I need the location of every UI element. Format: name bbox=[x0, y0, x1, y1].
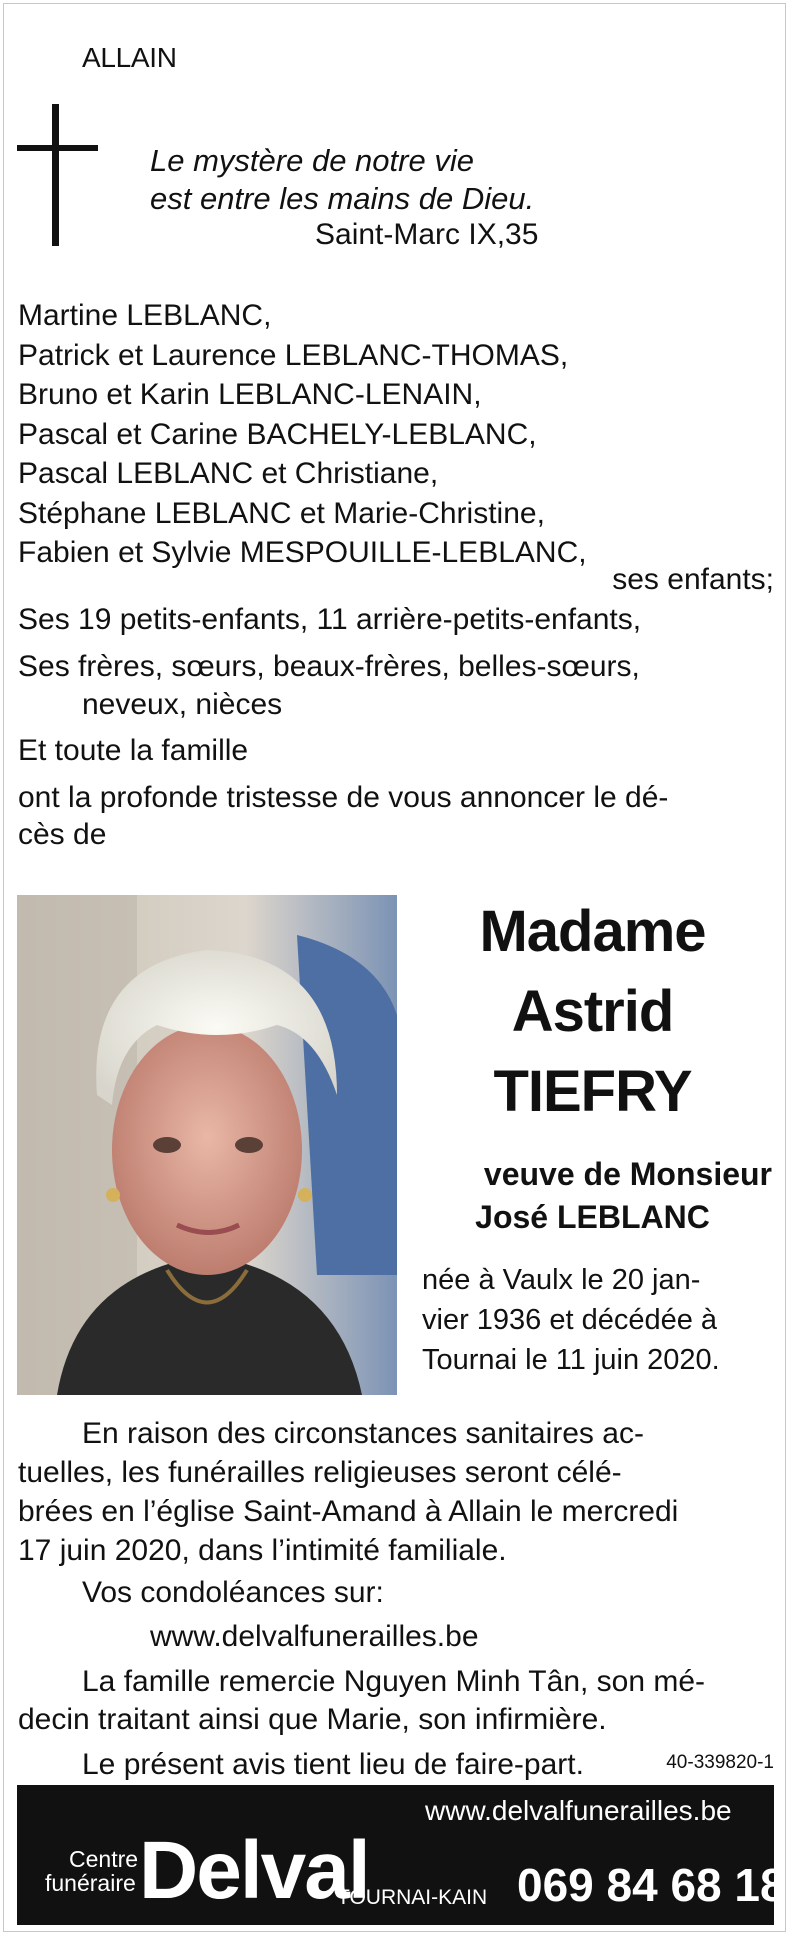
child-entry: Stéphane LEBLANC et Marie-Christine, bbox=[18, 496, 545, 530]
children-suffix: ses enfants; bbox=[612, 563, 774, 596]
child-entry: Martine LEBLANC, bbox=[18, 299, 272, 332]
born-line-3: Tournai le 11 juin 2020. bbox=[422, 1344, 720, 1376]
banner-brand: Delval bbox=[139, 1825, 369, 1916]
portrait-photo bbox=[17, 895, 397, 1395]
quote-reference: Saint-Marc IX,35 bbox=[315, 218, 539, 251]
deceased-first-name: Astrid bbox=[511, 979, 674, 1044]
condolences-link[interactable]: www.delvalfunerailles.be bbox=[150, 1620, 479, 1653]
child-entry: Bruno et Karin LEBLANC-LENAIN, bbox=[18, 378, 482, 411]
banner-funeraire: funéraire bbox=[45, 1870, 136, 1896]
funeral-home-banner bbox=[17, 1785, 786, 1925]
banner-centre: Centre bbox=[69, 1846, 139, 1872]
quote-line-1: Le mystère de notre vie bbox=[150, 143, 474, 178]
born-line-1: née à Vaulx le 20 jan- bbox=[422, 1264, 701, 1296]
widow-line-1: veuve de Monsieur bbox=[483, 1156, 772, 1192]
siblings-line-1: Ses frères, sœurs, beaux-frères, belles-sœurs, bbox=[18, 650, 640, 683]
reference-code: 40-339820-1 bbox=[666, 1752, 774, 1773]
funeral-line-2: tuelles, les funérailles religieuses seront célé- bbox=[18, 1456, 622, 1489]
funeral-line-3: brées en l’église Saint-Amand à Allain le mercredi bbox=[18, 1495, 679, 1528]
funeral-line-1: En raison des circonstances sanitaires ac- bbox=[82, 1417, 644, 1450]
child-entry: Pascal LEBLANC et Christiane, bbox=[18, 457, 439, 490]
funeral-line-4: 17 juin 2020, dans l’intimité familiale. bbox=[18, 1534, 507, 1567]
child-entry: Fabien et Sylvie MESPOUILLE-LEBLANC, bbox=[18, 536, 587, 569]
announce-line-2: cès de bbox=[18, 818, 107, 851]
child-entry: Patrick et Laurence LEBLANC-THOMAS, bbox=[18, 338, 569, 372]
grandchildren-line: Ses 19 petits-enfants, 11 arrière-petits-enfants, bbox=[18, 603, 642, 636]
family-all-line: Et toute la famille bbox=[18, 734, 249, 767]
thanks-line-2: decin traitant ainsi que Marie, son infirmière. bbox=[18, 1703, 607, 1736]
place-name: ALLAIN bbox=[82, 42, 177, 73]
announce-line-1: ont la profonde tristesse de vous annoncer le dé- bbox=[18, 781, 669, 814]
thanks-line-1: La famille remercie Nguyen Minh Tân, son mé- bbox=[82, 1665, 706, 1698]
banner-website[interactable]: www.delvalfunerailles.be bbox=[425, 1795, 732, 1826]
notice-line: Le présent avis tient lieu de faire-part. bbox=[82, 1748, 584, 1781]
quote-line-2: est entre les mains de Dieu. bbox=[150, 181, 535, 216]
child-entry: Pascal et Carine BACHELY-LEBLANC, bbox=[18, 417, 537, 451]
born-line-2: vier 1936 et décédée à bbox=[422, 1304, 718, 1336]
condolences-label: Vos condoléances sur: bbox=[82, 1576, 384, 1609]
children-list bbox=[18, 296, 587, 573]
banner-city: TOURNAI-KAIN bbox=[337, 1886, 488, 1909]
deceased-last-name: TIEFRY bbox=[493, 1059, 692, 1124]
portrait-photo-icon bbox=[17, 895, 397, 1395]
banner-phone[interactable]: 069 84 68 18 bbox=[517, 1859, 786, 1911]
siblings-line-2: neveux, nièces bbox=[82, 688, 283, 721]
widow-line-2: José LEBLANC bbox=[475, 1199, 710, 1235]
deceased-title: Madame bbox=[479, 899, 706, 964]
